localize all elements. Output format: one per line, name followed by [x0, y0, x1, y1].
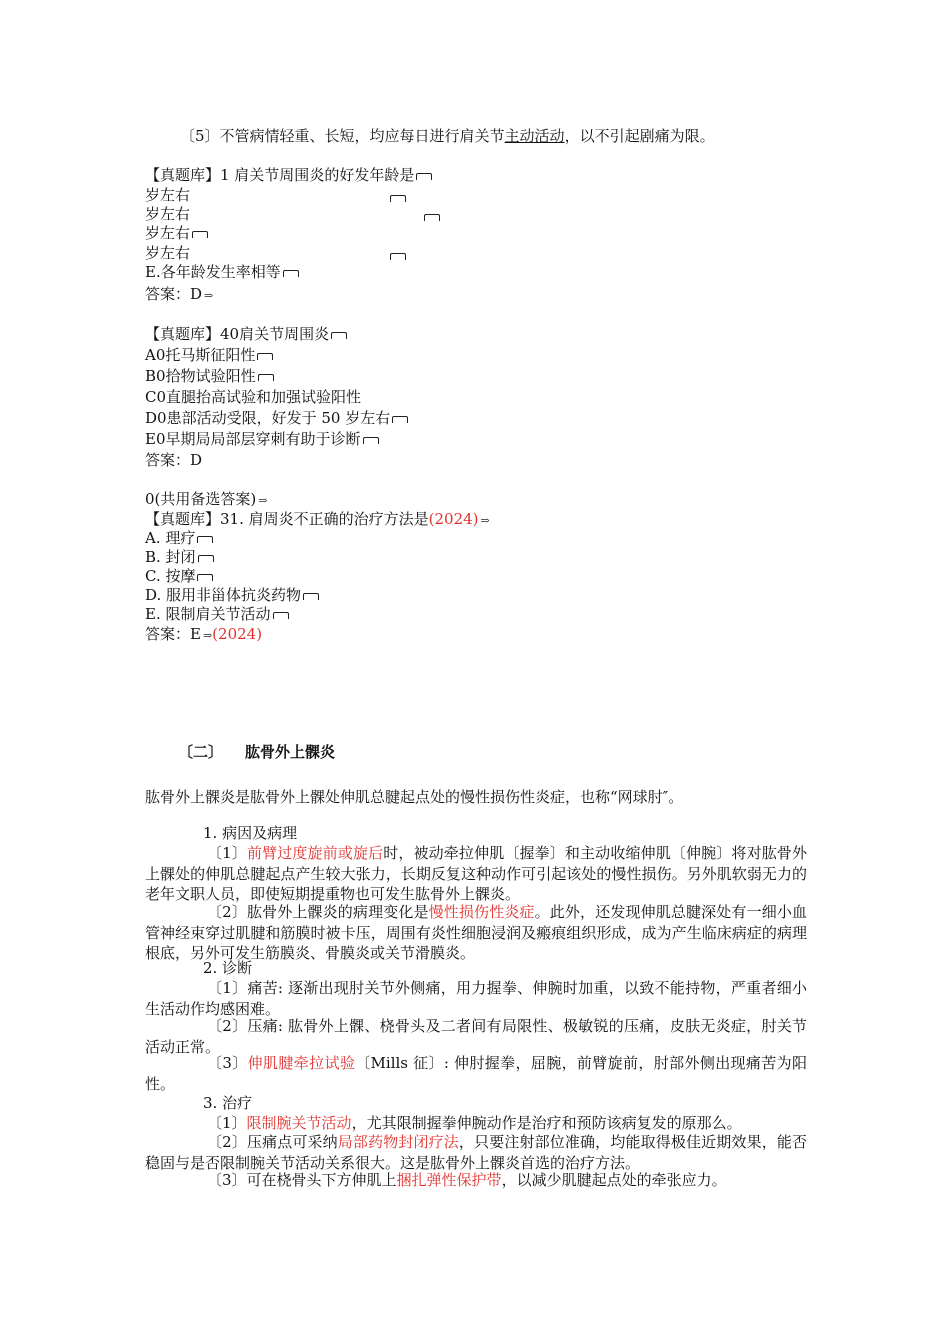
q2-option-b-text: B0拾物试验阳性	[145, 367, 256, 385]
s1-paragraph-2	[145, 902, 807, 964]
s2-paragraph-3	[145, 1053, 807, 1094]
q3-stem-year: (2024)	[428, 510, 479, 528]
s2-heading	[203, 958, 252, 978]
q1-option-b-text: 岁左右	[145, 205, 191, 223]
s3-p3-lead: 〔3〕可在桡骨头下方伸肌上	[207, 1171, 397, 1189]
section-number: 〔二〕	[178, 743, 224, 761]
q3-option-e	[145, 604, 289, 624]
paragraph-mark-icon: ⇒	[204, 289, 214, 302]
q1-option-c-text: 岁左右	[145, 224, 191, 242]
s2-heading-text: 2. 诊断	[203, 959, 253, 977]
s2-paragraph-2	[145, 1016, 807, 1057]
q3-option-d-text: D. 服用非甾体抗炎药物	[145, 586, 302, 604]
q3-answer-text: 答案：E	[145, 625, 201, 643]
s1-p1-body: 时，被动牵拉伸肌〔握拳〕和主动收缩伸肌〔伸腕〕将对肱骨外上髁处的伸肌总腱起点产生较大张力，长期反复这种动作可引起该处的慢性损伤。另外肌软弱无力的老年文职人员，即使短期提重物也可发生肱骨外上髁炎。	[145, 844, 807, 903]
s2-p3-lead: 〔3〕	[207, 1054, 248, 1072]
return-mark-icon	[331, 332, 347, 339]
q2-option-a	[145, 345, 273, 365]
q1-option-d-text: 岁左右	[145, 244, 191, 262]
return-mark-icon	[192, 231, 208, 238]
s1-heading-text: 1. 病因及病理	[203, 824, 298, 842]
return-mark-icon	[392, 416, 408, 423]
return-mark-icon	[258, 374, 274, 381]
q1-option-a-text: 岁左右	[145, 186, 191, 204]
s1-p2-body: 。此外，还发现伸肌总腱深处有一细小血管神经束穿过肌腱和筋膜时被卡压，周围有炎性细胞浸润及瘢痕组织形成，成为产生临床病症的病理根底，另外可发生筋膜炎、骨膜炎或关节滑膜炎。	[145, 903, 807, 962]
q2-option-d	[145, 408, 408, 428]
q1-option-a	[145, 185, 190, 205]
s3-p2-highlight: 局部药物封闭疗法	[337, 1133, 459, 1151]
s2-paragraph-1	[145, 978, 807, 1019]
return-mark-icon	[197, 574, 213, 581]
q1-stem-text: 【真题库】1 肩关节周围炎的好发年龄是	[145, 166, 415, 184]
intro-text: 肱骨外上髁炎是肱骨外上髁处伸肌总腱起点处的慢性损伤性炎症，也称“网球肘″。	[145, 788, 684, 806]
paragraph-mark-icon: ⇒	[480, 514, 490, 527]
q2-answer-text: 答案：D	[145, 451, 203, 469]
q2-option-e-text: E0早期局局部层穿刺有助于诊断	[145, 430, 361, 448]
return-mark-icon	[416, 173, 432, 180]
q2-option-c	[145, 387, 361, 407]
s2-p1-text: 〔1〕痛苦: 逐渐出现肘关节外侧痛，用力握拳、伸腕时加重，以致不能持物，严重者细小生活动作均感困难。	[145, 979, 807, 1018]
s3-p2-body: ，只要注射部位准确，均能取得极佳近期效果，能否稳固与是否限制腕关节活动关系很大。这是肱骨外上髁炎首选的治疗方法。	[145, 1133, 807, 1172]
return-mark-icon	[283, 270, 299, 277]
s1-heading	[203, 823, 297, 843]
s3-p3-highlight: 捆扎弹性保护带	[396, 1171, 502, 1189]
return-mark-icon	[424, 214, 440, 221]
s2-p2-text: 〔2〕压痛: 肱骨外上髁、桡骨头及二者间有局限性、极敏锐的压痛，皮肤无炎症，肘关节活动正常。	[145, 1017, 807, 1056]
q3-shared-text: 0(共用备选答案)	[145, 490, 257, 508]
s1-p1-highlight: 前臂过度旋前或旋后	[246, 844, 384, 862]
s3-p1-body: ，尤其限制握拳伸腕动作是治疗和预防该病复发的原那么。	[351, 1114, 742, 1132]
q3-option-c-text: C. 按摩	[145, 567, 196, 585]
return-mark-icon	[303, 593, 319, 600]
q2-option-e	[145, 429, 379, 449]
s3-p1-highlight: 限制腕关节活动	[246, 1114, 352, 1132]
s1-paragraph-1	[145, 843, 807, 905]
q3-stem-text: 【真题库】31. 肩周炎不正确的治疗方法是	[145, 510, 429, 528]
q3-answer	[145, 624, 262, 646]
return-mark-icon	[363, 437, 379, 444]
q3-option-b-text: B. 封闭	[145, 548, 196, 566]
s3-p3-body: ，以减少肌腱起点处的牵张应力。	[501, 1171, 727, 1189]
q1-option-e-text: E.各年龄发生率相等	[145, 263, 281, 281]
q3-shared	[145, 489, 267, 511]
q3-option-a-text: A. 理疗	[145, 529, 196, 547]
q1-option-e	[145, 262, 299, 282]
s3-paragraph-2	[145, 1132, 807, 1173]
top-line-after: ，以不引起剧痛为限。	[564, 127, 715, 145]
s1-p1-lead: 〔1〕	[207, 844, 247, 862]
q2-option-b	[145, 366, 274, 386]
q2-option-d-text: D0患部活动受限，好发于 50 岁左右	[145, 409, 391, 427]
q2-option-a-text: A0托马斯征阳性	[145, 346, 256, 364]
q3-option-a	[145, 528, 213, 548]
q3-option-b	[145, 547, 214, 567]
paragraph-mark-icon: ⇒	[258, 494, 268, 507]
return-mark-icon	[390, 253, 406, 260]
return-mark-icon	[390, 195, 406, 202]
s3-heading	[203, 1093, 252, 1113]
return-mark-icon	[197, 536, 213, 543]
q1-answer	[145, 284, 213, 306]
return-mark-icon	[198, 555, 214, 562]
q1-option-b	[145, 204, 190, 224]
q2-option-c-text: C0直腿抬高试验和加强试验阳性	[145, 388, 362, 406]
top-line	[180, 126, 715, 146]
top-line-before: 〔5〕不管病情轻重、长短，均应每日进行肩关节	[180, 127, 505, 145]
q2-stem-text: 【真题库】40肩关节周围炎	[145, 325, 330, 343]
s2-p3-highlight: 伸肌腱牵拉试验	[247, 1054, 356, 1072]
q2-answer	[145, 450, 202, 470]
s3-paragraph-3	[145, 1170, 807, 1191]
q3-option-d	[145, 585, 319, 605]
q1-option-d	[145, 243, 190, 263]
paragraph-mark-icon: ⇒	[202, 629, 213, 642]
s2-p3-body: 〔Mills 征〕: 伸肘握拳，屈腕，前臂旋前，肘部外侧出现痛苦为阳性。	[145, 1054, 808, 1093]
q3-answer-year: (2024)	[212, 625, 263, 643]
q2-stem	[145, 324, 347, 344]
s1-p2-lead: 〔2〕肱骨外上髁炎的病理变化是	[207, 903, 429, 921]
s3-p2-lead: 〔2〕压痛点可采纳	[207, 1133, 338, 1151]
q1-stem	[145, 165, 432, 185]
return-mark-icon	[273, 612, 289, 619]
top-line-underlined: 主动活动	[504, 127, 565, 145]
s3-paragraph-1	[145, 1113, 807, 1134]
s3-heading-text: 3. 治疗	[203, 1094, 253, 1112]
q1-option-c	[145, 223, 208, 243]
return-mark-icon	[257, 353, 273, 360]
q3-option-c	[145, 566, 213, 586]
s1-p2-highlight: 慢性损伤性炎症	[428, 903, 535, 921]
s3-p1-lead: 〔1〕	[207, 1114, 247, 1132]
section-heading	[178, 742, 335, 762]
q3-option-e-text: E. 限制肩关节活动	[145, 605, 271, 623]
q1-answer-text: 答案：D	[145, 285, 203, 303]
section-title: 肱骨外上髁炎	[245, 743, 336, 761]
intro-paragraph	[145, 787, 683, 807]
